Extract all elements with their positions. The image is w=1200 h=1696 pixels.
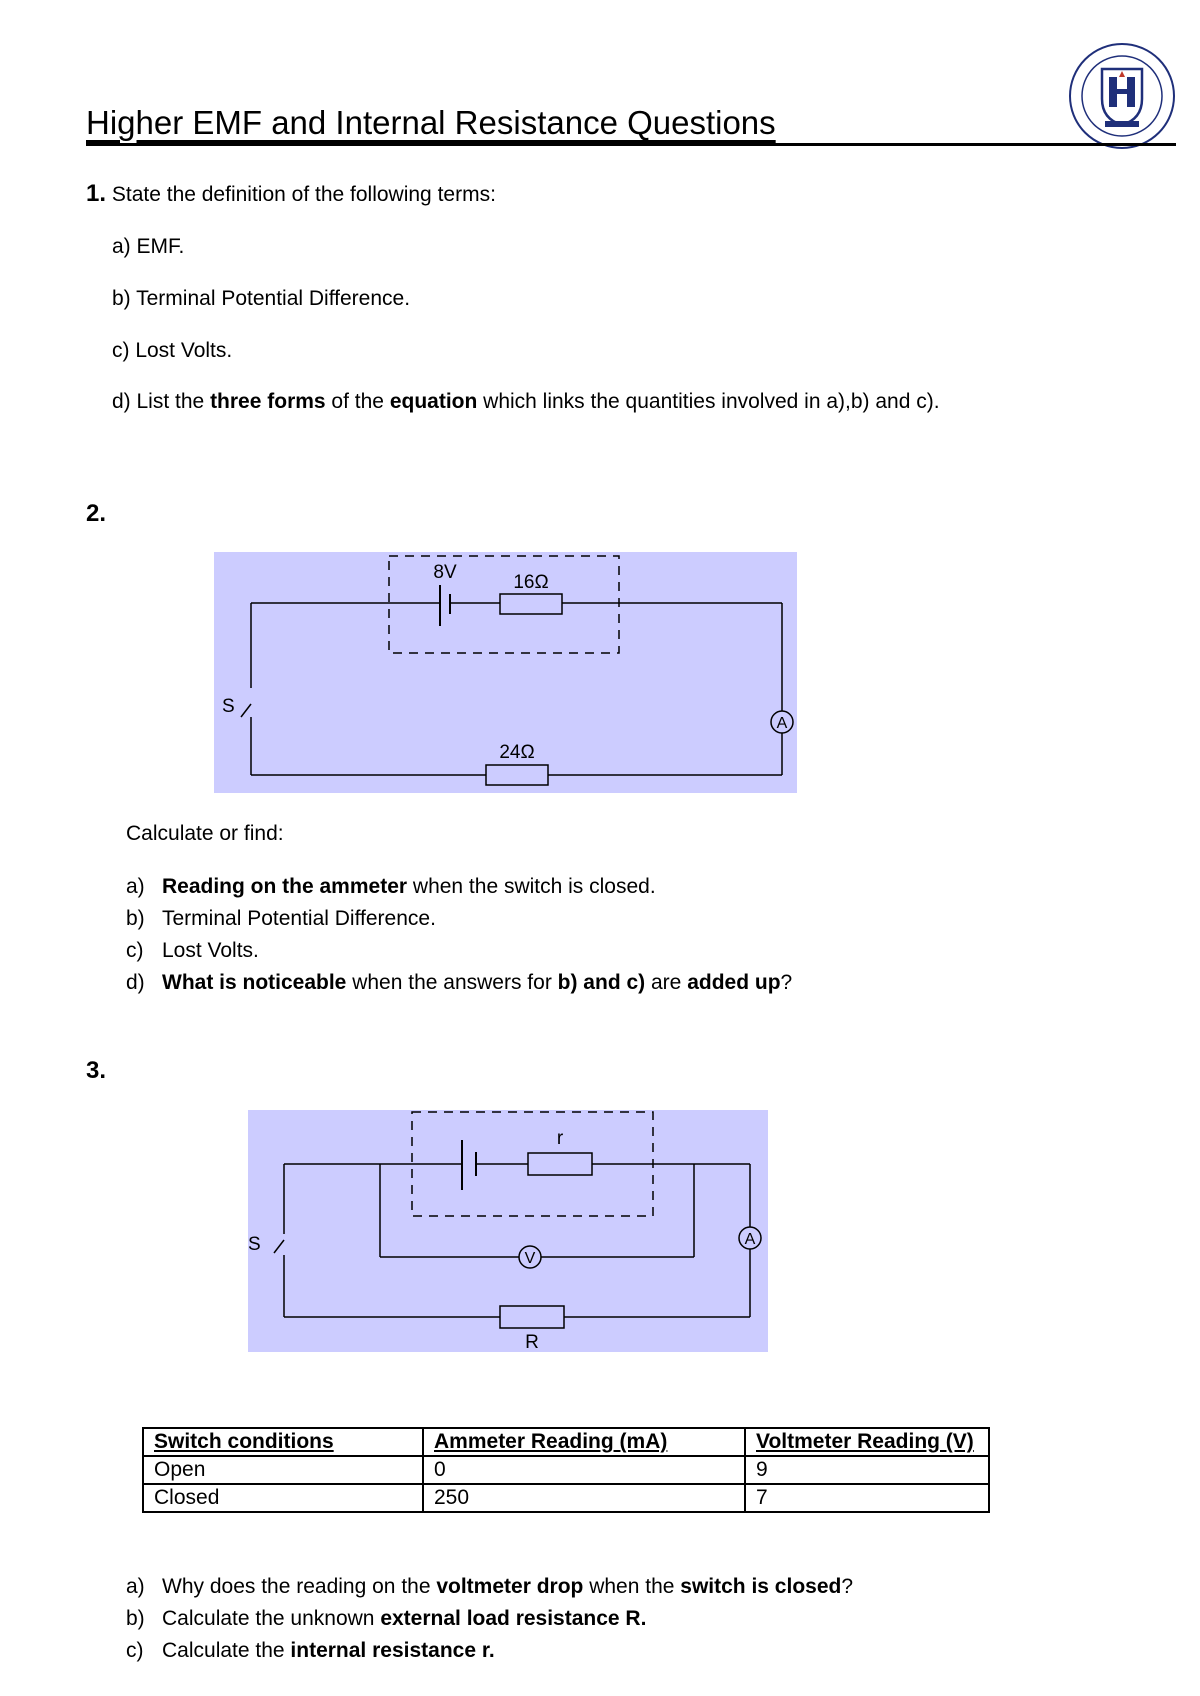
q3-a-text-1: Why does the reading on the [162, 1575, 437, 1598]
q2-d-bold-3: added up [687, 971, 781, 994]
q3-item-c [126, 1639, 495, 1663]
q1-d-bold-1: three forms [210, 390, 326, 413]
q1-item-c: c) Lost Volts. [112, 339, 233, 362]
table-cell: 250 [423, 1484, 745, 1512]
internal-resistance-label: r [556, 1128, 564, 1149]
q2-a-label: a) [126, 875, 145, 898]
table-cell: Open [143, 1456, 423, 1484]
q3-item-a [126, 1575, 853, 1599]
emf-label: 8V [433, 562, 457, 583]
voltmeter-label: V [524, 1250, 536, 1267]
q1-d-text-3: which links the quantities involved in a),b) and c). [477, 390, 940, 413]
q2-a-text: when the switch is closed. [407, 875, 656, 898]
table-row [143, 1456, 989, 1484]
table-header: Ammeter Reading (mA) [423, 1428, 745, 1456]
table-header-row [143, 1428, 989, 1456]
table-cell: 0 [423, 1456, 745, 1484]
switch-label: S [222, 696, 235, 717]
table-cell: 7 [745, 1484, 989, 1512]
q3-a-label: a) [126, 1575, 145, 1598]
q1-d-text-2: of the [325, 390, 390, 413]
question-2-number: 2. [86, 500, 107, 527]
load-resistance-label: R [525, 1332, 539, 1352]
q3-a-text-3: ? [841, 1575, 854, 1598]
q2-d-bold-2: b) and c) [557, 971, 646, 994]
q2-c-text: Lost Volts. [162, 939, 259, 962]
q2-item-d [126, 971, 792, 995]
question-3-number: 3. [86, 1057, 107, 1084]
circuit-diagram-q3 [248, 1110, 768, 1352]
q2-c-label: c) [126, 939, 144, 962]
q3-b-text: Calculate the unknown [162, 1607, 381, 1630]
q1-item-a: a) EMF. [112, 235, 185, 258]
q2-d-text-2: are [645, 971, 688, 994]
readings-table [142, 1427, 990, 1513]
table-cell: 9 [745, 1456, 989, 1484]
internal-resistance-label: 16Ω [513, 572, 549, 593]
q2-intro: Calculate or find: [126, 822, 284, 845]
load-resistance-label: 24Ω [499, 742, 535, 763]
q2-d-text-1: when the answers for [346, 971, 558, 994]
q1-d-bold-2: equation [389, 390, 478, 413]
page-title: Higher EMF and Internal Resistance Questions [86, 104, 776, 141]
q1-item-b: b) Terminal Potential Difference. [112, 287, 411, 310]
table-row [143, 1484, 989, 1512]
q2-item-c [126, 939, 259, 963]
q2-b-label: b) [126, 907, 145, 930]
question-1-intro: State the definition of the following terms: [111, 183, 496, 206]
q3-c-text: Calculate the [162, 1639, 291, 1662]
q3-a-text-2: when the [583, 1575, 681, 1598]
q3-b-bold: external load resistance R. [380, 1607, 647, 1630]
table-header: Voltmeter Reading (V) [745, 1428, 989, 1456]
table-cell: Closed [143, 1484, 423, 1512]
q2-d-bold-1: What is noticeable [162, 971, 347, 994]
ammeter-label: A [776, 715, 788, 732]
question-1-number: 1. [86, 180, 107, 207]
q2-b-text: Terminal Potential Difference. [162, 907, 436, 930]
q3-c-label: c) [126, 1639, 144, 1662]
q2-a-bold: Reading on the ammeter [162, 875, 408, 898]
q1-d-text-1: d) List the [112, 390, 211, 413]
q2-d-label: d) [126, 971, 145, 994]
q2-item-a [126, 875, 656, 899]
q3-a-bold-1: voltmeter drop [436, 1575, 584, 1598]
q3-b-label: b) [126, 1607, 145, 1630]
q1-item-d [112, 390, 940, 414]
circuit-diagram-q2 [214, 552, 797, 793]
q3-item-b [126, 1607, 646, 1631]
switch-label: S [248, 1234, 261, 1255]
q2-item-b [126, 907, 436, 931]
question-1 [86, 180, 496, 208]
q3-c-bold: internal resistance r. [290, 1639, 495, 1662]
q2-d-text-3: ? [780, 971, 793, 994]
title-rule [86, 143, 1176, 146]
table-header: Switch conditions [143, 1428, 423, 1456]
q3-a-bold-2: switch is closed [680, 1575, 842, 1598]
ammeter-label: A [744, 1231, 756, 1248]
